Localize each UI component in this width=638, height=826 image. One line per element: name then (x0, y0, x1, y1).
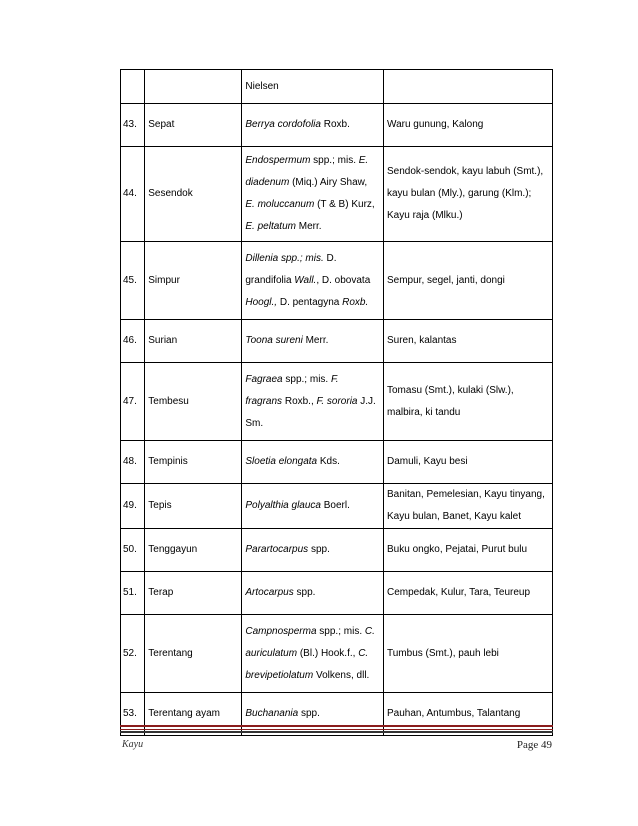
scientific-name-line (245, 495, 380, 517)
scientific-name-line (245, 369, 380, 391)
local-name-cell: Tepis (145, 484, 242, 529)
row-number-cell: 49. (121, 484, 145, 529)
scientific-name-italic: C. (364, 625, 375, 637)
footer-rule-top (120, 725, 553, 727)
table-row (121, 320, 553, 363)
regional-names-line: Waru gunung, Kalong (387, 119, 484, 130)
scientific-name-cell: Nielsen (242, 70, 384, 104)
scientific-name-italic: Wall. (294, 274, 317, 286)
row-number-cell: 48. (121, 441, 145, 484)
scientific-name-italic: Roxb. (342, 296, 369, 308)
row-number-cell: 51. (121, 572, 145, 615)
scientific-name-text: (Miq.) Airy Shaw, (289, 177, 368, 188)
scientific-name-text: Roxb. (320, 119, 350, 130)
scientific-name-line (245, 292, 380, 314)
regional-names-cell (384, 242, 553, 320)
table-row (121, 572, 553, 615)
regional-names-line: Cempedak, Kulur, Tara, Teureup (387, 587, 531, 598)
scientific-name-cell (242, 529, 384, 572)
scientific-name-line (245, 194, 380, 216)
scientific-name-italic: F. (330, 373, 339, 385)
footer-rule-bottom (120, 731, 553, 733)
scientific-name-text: spp.; mis. (310, 155, 359, 166)
footer-title: Kayu (122, 739, 144, 750)
scientific-name-text: spp.; mis. (316, 625, 365, 637)
regional-names-cell (384, 70, 553, 104)
scientific-name-italic: Sloetia elongata (245, 456, 318, 467)
regional-names-line: Kayu bulan, Banet, Kayu kalet (387, 511, 521, 522)
regional-names-cell (384, 615, 553, 693)
page-number: Page 49 (516, 739, 552, 751)
regional-names-cell (384, 529, 553, 572)
scientific-name-line (245, 216, 380, 238)
scientific-name-italic: C. (358, 647, 369, 659)
local-name-cell: Simpur (145, 242, 242, 320)
row-number-cell: 53. (121, 693, 145, 736)
scientific-name-line (245, 621, 380, 643)
scientific-name-line (245, 172, 380, 194)
scientific-name-text: Kds. (317, 456, 340, 467)
regional-names-line: Kayu raja (Mlku.) (387, 210, 463, 221)
row-number-cell: 43. (121, 104, 145, 147)
scientific-name-italic: Hoogl., (245, 296, 278, 308)
scientific-name-line (245, 451, 380, 473)
scientific-name-text: D. pentagyna (277, 296, 343, 308)
scientific-name-italic: F. sororia (316, 395, 358, 407)
regional-names-cell (384, 572, 553, 615)
table-row (121, 242, 553, 320)
scientific-name-text: Roxb., (282, 395, 317, 407)
local-name-cell (145, 70, 242, 104)
scientific-name-text: Boerl. (320, 500, 350, 511)
row-number-cell: 46. (121, 320, 145, 363)
row-number-cell: 50. (121, 529, 145, 572)
scientific-name-line (245, 413, 380, 435)
regional-names-line: Buku ongko, Pejatai, Purut bulu (387, 544, 528, 555)
scientific-name-cell (242, 572, 384, 615)
table-row (121, 147, 553, 242)
regional-names-cell (384, 147, 553, 242)
regional-names-line: Sendok-sendok, kayu labuh (Smt.), (387, 166, 544, 177)
local-name-cell: Terentang ayam (145, 693, 242, 736)
regional-names-line: kayu bulan (Mly.), garung (Klm.); (387, 188, 532, 199)
scientific-name-text: Sm. (245, 417, 264, 429)
scientific-name-italic: brevipetiolatum (245, 669, 314, 681)
scientific-name-text: spp. (293, 587, 316, 598)
scientific-name-text: spp. (308, 544, 330, 555)
scientific-name-text: Volkens, dll. (313, 669, 370, 681)
scientific-name-line (245, 114, 380, 136)
species-table (120, 69, 553, 736)
regional-names-line: Damuli, Kayu besi (387, 456, 468, 467)
row-number-cell: 45. (121, 242, 145, 320)
regional-names-line: Tomasu (Smt.), kulaki (Slw.), (387, 384, 514, 396)
scientific-name-line (245, 665, 380, 687)
scientific-name-italic: Campnosperma (245, 625, 317, 637)
regional-names-line: malbira, ki tandu (387, 406, 461, 418)
scientific-name-text: grandifolia (245, 274, 295, 286)
row-number-cell: 47. (121, 363, 145, 441)
scientific-name-text: Merr. (302, 335, 329, 346)
scientific-name-line (245, 270, 380, 292)
scientific-name-text: (T & B) Kurz, (314, 199, 375, 210)
scientific-name-text: , D. obovata (316, 274, 371, 286)
scientific-name-cell (242, 615, 384, 693)
row-number-cell: 52. (121, 615, 145, 693)
local-name-cell: Sesendok (145, 147, 242, 242)
scientific-name-line (245, 150, 380, 172)
scientific-name-cell (242, 242, 384, 320)
table-row-continuation (121, 70, 553, 104)
scientific-name-italic: auriculatum (245, 647, 298, 659)
row-number-cell (121, 70, 145, 104)
scientific-name-italic: Berrya cordofolia (245, 119, 321, 130)
scientific-name-italic: Endospermum (245, 155, 311, 166)
scientific-name-line (245, 643, 380, 665)
table-row (121, 441, 553, 484)
row-number-cell: 44. (121, 147, 145, 242)
scientific-name-italic: Artocarpus (245, 587, 294, 598)
regional-names-cell (384, 320, 553, 363)
local-name-cell: Sepat (145, 104, 242, 147)
scientific-name-italic: E. (358, 155, 369, 166)
scientific-name-text: spp.; mis. (282, 373, 331, 385)
regional-names-cell (384, 363, 553, 441)
local-name-cell: Surian (145, 320, 242, 363)
scientific-name-line (245, 539, 380, 561)
scientific-name-text: spp. (298, 708, 320, 719)
regional-names-cell (384, 484, 553, 529)
regional-names-cell (384, 441, 553, 484)
scientific-name-italic: fragrans (245, 395, 283, 407)
local-name-cell: Terap (145, 572, 242, 615)
regional-names-line: Pauhan, Antumbus, Talantang (387, 708, 521, 719)
scientific-name-cell (242, 320, 384, 363)
scientific-name-line (245, 703, 380, 725)
table-row (121, 529, 553, 572)
scientific-name-cell (242, 441, 384, 484)
scientific-name-text: (Bl.) Hook.f., (297, 647, 359, 659)
scientific-name-italic: Polyalthia glauca (245, 500, 321, 511)
scientific-name-italic: Buchanania (245, 708, 299, 719)
local-name-cell: Tempinis (145, 441, 242, 484)
footer-rule-middle (120, 729, 553, 730)
scientific-name-italic: Toona sureni (245, 335, 303, 346)
regional-names-line: Banitan, Pemelesian, Kayu tinyang, (387, 489, 545, 500)
regional-names-cell (384, 104, 553, 147)
regional-names-line: Tumbus (Smt.), pauh lebi (387, 647, 499, 659)
local-name-cell: Tembesu (145, 363, 242, 441)
scientific-name-cell (242, 484, 384, 529)
local-name-cell: Tenggayun (145, 529, 242, 572)
scientific-name-text: J.J. (357, 395, 376, 407)
scientific-name-line (245, 330, 380, 352)
table-row (121, 363, 553, 441)
scientific-name-italic: E. moluccanum (245, 199, 315, 210)
regional-names-line: Sempur, segel, janti, dongi (387, 274, 505, 286)
scientific-name-italic: Fagraea (245, 373, 283, 385)
scientific-name-cell (242, 104, 384, 147)
scientific-name-italic: diadenum (245, 177, 290, 188)
scientific-name-italic: Parartocarpus (245, 544, 309, 555)
scientific-name-line (245, 582, 380, 604)
table-row (121, 484, 553, 529)
scientific-name-text: D. (323, 252, 337, 264)
scientific-name-italic: E. peltatum (245, 221, 296, 232)
table-row (121, 615, 553, 693)
scientific-name-cell (242, 363, 384, 441)
regional-names-line: Suren, kalantas (387, 335, 457, 346)
scientific-name-italic: Dillenia spp.; mis. (245, 252, 324, 264)
scientific-name-text: Merr. (295, 221, 322, 232)
local-name-cell: Terentang (145, 615, 242, 693)
scientific-name-cell (242, 147, 384, 242)
table-row (121, 104, 553, 147)
scientific-name-line (245, 248, 380, 270)
scientific-name-line (245, 391, 380, 413)
